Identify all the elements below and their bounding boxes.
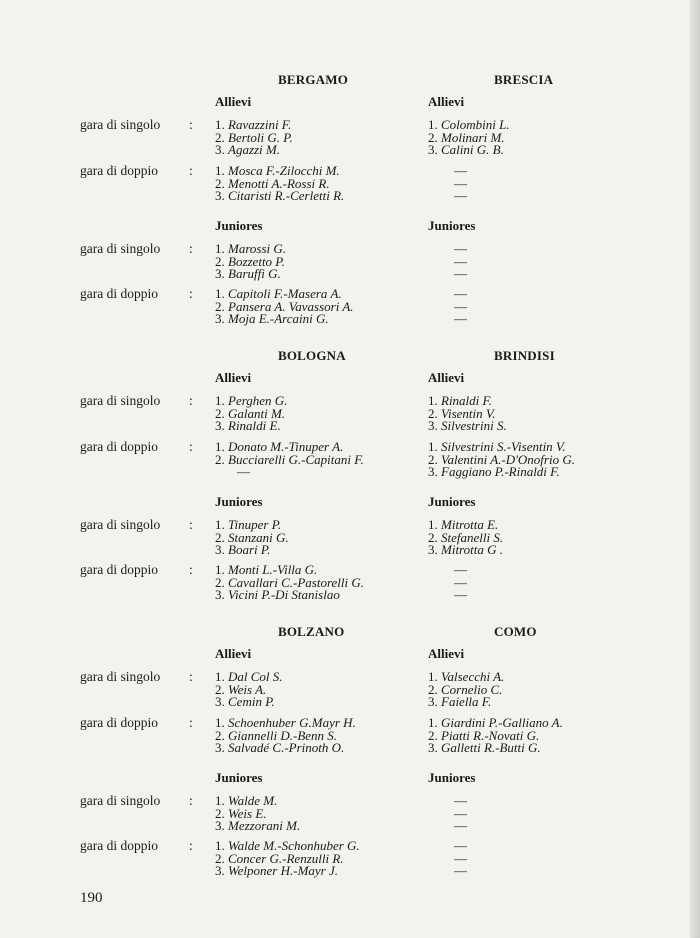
result-rank: 1. <box>215 838 225 853</box>
left-results-list <box>215 717 356 755</box>
right-results-list <box>428 519 503 557</box>
result-rank: 1. <box>428 517 438 532</box>
result-name: Cavallari C.-Pastorelli G. <box>228 574 365 590</box>
result-rank: 2. <box>215 405 225 421</box>
result-rank: 3. <box>428 464 438 480</box>
result-rank: 2. <box>428 405 438 421</box>
right-result-line <box>428 696 504 709</box>
event-label: gara di singolo <box>80 517 161 532</box>
left-results-list <box>215 519 289 557</box>
result-rank: 1. <box>428 439 438 454</box>
result-rank: 2. <box>215 681 225 697</box>
label-colon: : <box>189 838 193 853</box>
result-name: Stanzani G. <box>228 529 289 545</box>
result-rank: 2. <box>215 727 225 743</box>
left-results-list <box>215 288 354 326</box>
result-rank: 2. <box>215 253 225 269</box>
result-name: Mitrotta E. <box>441 517 499 532</box>
right-result-line <box>428 420 507 433</box>
result-rank: 2. <box>428 681 438 697</box>
result-rank: 3. <box>215 188 225 204</box>
left-results-list <box>215 840 360 878</box>
left-result-line <box>215 865 360 878</box>
right-city-heading: BRESCIA <box>494 72 554 87</box>
empty-result-dash: — <box>454 850 467 866</box>
left-results-list <box>215 671 283 709</box>
result-rank: 1. <box>215 241 225 256</box>
right-result-line <box>428 144 510 157</box>
result-rank: 2. <box>215 298 225 314</box>
result-name: Marossi G. <box>228 241 287 256</box>
result-rank: 3. <box>215 818 225 834</box>
left-city-heading: BOLZANO <box>278 624 345 639</box>
result-name: Colombini L. <box>441 117 510 132</box>
result-rank: 2. <box>428 451 438 467</box>
result-name: Piatti R.-Novati G. <box>441 727 540 743</box>
right-category-heading: Juniores <box>428 770 476 785</box>
result-name: Visentin V. <box>441 405 496 421</box>
left-category-heading: Allievi <box>215 646 252 661</box>
label-colon: : <box>189 439 193 454</box>
left-category-heading: Juniores <box>215 770 263 785</box>
left-category-heading: Allievi <box>215 370 252 385</box>
result-name: Menotti A.-Rossi R. <box>228 175 330 191</box>
result-rank: 2. <box>428 727 438 743</box>
result-rank: 1. <box>428 117 438 132</box>
right-results-list <box>428 119 510 157</box>
event-label: gara di doppio <box>80 715 158 730</box>
event-label: gara di singolo <box>80 669 161 684</box>
left-results-list <box>215 165 344 203</box>
result-name: Concer G.-Renzulli R. <box>228 850 344 866</box>
result-rank: 2. <box>215 529 225 545</box>
result-rank: 1. <box>428 715 438 730</box>
result-rank: 1. <box>215 163 225 178</box>
result-rank: 1. <box>215 793 225 808</box>
empty-result-dash: — <box>454 286 467 301</box>
empty-result-dash: — <box>454 163 467 178</box>
result-name: Galanti M. <box>228 405 286 421</box>
result-name: Citaristi R.-Cerletti R. <box>228 188 345 204</box>
left-results-list <box>215 395 287 433</box>
right-result-line <box>428 865 467 878</box>
right-result-line <box>428 589 467 602</box>
result-name: Vicini P.-Di Stanislao <box>228 587 340 603</box>
empty-result-dash: — <box>454 818 467 834</box>
label-colon: : <box>189 793 193 808</box>
result-name: Capitoli F.-Masera A. <box>228 286 342 301</box>
left-result-line <box>215 544 289 557</box>
event-label: gara di singolo <box>80 393 161 408</box>
right-results-list <box>428 671 504 709</box>
result-rank: 1. <box>215 117 225 132</box>
left-category-heading: Juniores <box>215 218 263 233</box>
result-rank: 3. <box>428 418 438 434</box>
result-name: Walde M.-Schonhuber G. <box>228 838 360 853</box>
result-rank: 3. <box>215 863 225 879</box>
result-name: Agazzi M. <box>228 142 280 158</box>
label-colon: : <box>189 517 193 532</box>
left-city-heading: BOLOGNA <box>278 348 346 363</box>
result-rank: 2. <box>428 529 438 545</box>
result-rank: 1. <box>428 393 438 408</box>
left-results-list <box>215 243 286 281</box>
result-rank: 2. <box>215 850 225 866</box>
left-results-list <box>215 795 300 833</box>
result-name: Mezzorani M. <box>228 818 301 834</box>
right-results-list <box>428 288 467 326</box>
right-category-heading: Juniores <box>428 218 476 233</box>
label-colon: : <box>189 669 193 684</box>
empty-result-dash: — <box>454 253 467 269</box>
result-name: Rinaldi F. <box>441 393 493 408</box>
result-rank: 3. <box>215 266 225 282</box>
right-results-list <box>428 395 507 433</box>
result-rank: 3. <box>215 740 225 756</box>
empty-result-dash: — <box>454 793 467 808</box>
result-rank: 1. <box>215 517 225 532</box>
left-result-line <box>215 268 286 281</box>
result-name: Monti L.-Villa G. <box>228 562 318 577</box>
right-result-line <box>428 820 467 833</box>
result-name: Walde M. <box>228 793 278 808</box>
result-name: Valentini A.-D'Onofrio G. <box>441 451 575 467</box>
result-rank: 3. <box>215 542 225 558</box>
empty-result-dash: — <box>454 311 467 327</box>
result-name: Giannelli D.-Benn S. <box>228 727 338 743</box>
result-name: Faiella F. <box>441 694 492 710</box>
result-name: Stefanelli S. <box>441 529 504 545</box>
empty-result-dash: — <box>454 175 467 191</box>
result-rank: 3. <box>215 142 225 158</box>
right-category-heading: Allievi <box>428 94 465 109</box>
event-label: gara di singolo <box>80 793 161 808</box>
left-result-line <box>215 466 364 479</box>
left-results-list <box>215 564 364 602</box>
right-result-line <box>428 268 467 281</box>
result-rank: 3. <box>215 587 225 603</box>
result-rank: 1. <box>215 669 225 684</box>
empty-result-dash: — <box>454 562 467 577</box>
result-rank: 1. <box>215 562 225 577</box>
result-name: Weis A. <box>228 681 267 697</box>
result-name: Bucciarelli G.-Capitani F. <box>228 451 364 467</box>
right-result-line <box>428 313 467 326</box>
result-name: Cornelio C. <box>441 681 503 697</box>
label-colon: : <box>189 117 193 132</box>
result-name: Bozzetto P. <box>228 253 285 269</box>
right-results-list <box>428 717 563 755</box>
result-name: Bertoli G. P. <box>228 129 293 145</box>
result-name: Perghen G. <box>228 393 288 408</box>
result-rank: 2. <box>215 805 225 821</box>
label-colon: : <box>189 393 193 408</box>
result-name: Moja E.-Arcaini G. <box>228 311 329 327</box>
event-label: gara di doppio <box>80 439 158 454</box>
right-result-line <box>428 544 503 557</box>
left-result-line <box>215 190 344 203</box>
result-rank: 3. <box>215 418 225 434</box>
result-name: Weis E. <box>228 805 267 821</box>
left-results-list <box>215 441 364 479</box>
label-colon: : <box>189 241 193 256</box>
result-name: Valsecchi A. <box>441 669 505 684</box>
result-rank: 2. <box>428 129 438 145</box>
event-label: gara di singolo <box>80 241 161 256</box>
empty-result-dash: — <box>454 188 467 204</box>
result-name: Schoenhuber G.Mayr H. <box>228 715 356 730</box>
left-city-heading: BERGAMO <box>278 72 349 87</box>
right-category-heading: Allievi <box>428 646 465 661</box>
right-results-list <box>428 441 575 479</box>
left-result-line <box>215 742 356 755</box>
result-rank: 2. <box>215 574 225 590</box>
result-name: Donato M.-Tinuper A. <box>228 439 344 454</box>
result-rank: 1. <box>428 669 438 684</box>
empty-result-dash: — <box>454 574 467 590</box>
page-edge <box>690 0 700 938</box>
right-results-list <box>428 243 467 281</box>
result-rank: 3. <box>428 542 438 558</box>
empty-result-dash: — <box>237 464 250 480</box>
result-rank: 3. <box>428 740 438 756</box>
result-name: Calini G. B. <box>441 142 504 158</box>
result-name: Boari P. <box>228 542 271 558</box>
result-name: Molinari M. <box>441 129 505 145</box>
left-result-line <box>215 820 300 833</box>
result-name: Galletti R.-Butti G. <box>441 740 541 756</box>
left-category-heading: Juniores <box>215 494 263 509</box>
right-results-list <box>428 165 467 203</box>
result-name: Dal Col S. <box>228 669 283 684</box>
right-result-line <box>428 742 563 755</box>
left-result-line <box>215 420 287 433</box>
right-results-list <box>428 840 467 878</box>
result-name: Ravazzini F. <box>228 117 292 132</box>
result-rank: 3. <box>428 694 438 710</box>
right-category-heading: Juniores <box>428 494 476 509</box>
empty-result-dash: — <box>454 298 467 314</box>
result-rank: 2. <box>215 451 225 467</box>
label-colon: : <box>189 715 193 730</box>
left-results-list <box>215 119 293 157</box>
result-rank: 2. <box>215 129 225 145</box>
result-name: Mitrotta G . <box>441 542 503 558</box>
empty-result-dash: — <box>454 241 467 256</box>
empty-result-dash: — <box>454 266 467 282</box>
result-name: Rinaldi E. <box>228 418 281 434</box>
right-result-line <box>428 190 467 203</box>
result-name: Tinuper P. <box>228 517 282 532</box>
event-label: gara di doppio <box>80 562 158 577</box>
right-results-list <box>428 564 467 602</box>
event-label: gara di doppio <box>80 838 158 853</box>
result-rank: 1. <box>215 715 225 730</box>
result-name: Giardini P.-Galliano A. <box>441 715 563 730</box>
empty-result-dash: — <box>454 863 467 879</box>
left-result-line <box>215 313 354 326</box>
event-label: gara di doppio <box>80 286 158 301</box>
label-colon: : <box>189 286 193 301</box>
left-result-line <box>215 144 293 157</box>
right-results-list <box>428 795 467 833</box>
label-colon: : <box>189 562 193 577</box>
result-name: Pansera A. Vavassori A. <box>228 298 354 314</box>
result-name: Baruffi G. <box>228 266 281 282</box>
result-name: Faggiano P.-Rinaldi F. <box>441 464 560 480</box>
empty-result-dash: — <box>454 587 467 603</box>
right-result-line <box>428 466 575 479</box>
label-colon: : <box>189 163 193 178</box>
result-rank: 1. <box>215 439 225 454</box>
event-label: gara di doppio <box>80 163 158 178</box>
page-number: 190 <box>80 890 103 906</box>
empty-result-dash: — <box>454 805 467 821</box>
result-rank: 3. <box>428 142 438 158</box>
result-rank: 3. <box>215 311 225 327</box>
result-name: Silvestrini S.-Visentin V. <box>441 439 566 454</box>
result-rank: 1. <box>215 393 225 408</box>
empty-result-dash: — <box>454 838 467 853</box>
result-name: Welponer H.-Mayr J. <box>228 863 338 879</box>
right-category-heading: Allievi <box>428 370 465 385</box>
result-name: Silvestrini S. <box>441 418 507 434</box>
event-label: gara di singolo <box>80 117 161 132</box>
result-rank: 2. <box>215 175 225 191</box>
right-city-heading: COMO <box>494 624 537 639</box>
result-name: Cemin P. <box>228 694 275 710</box>
result-name: Salvadé C.-Prinoth O. <box>228 740 345 756</box>
result-rank: 1. <box>215 286 225 301</box>
result-name: Mosca F.-Zilocchi M. <box>228 163 340 178</box>
left-category-heading: Allievi <box>215 94 252 109</box>
result-rank: 3. <box>215 694 225 710</box>
left-result-line <box>215 696 283 709</box>
right-city-heading: BRINDISI <box>494 348 555 363</box>
left-result-line <box>215 589 364 602</box>
